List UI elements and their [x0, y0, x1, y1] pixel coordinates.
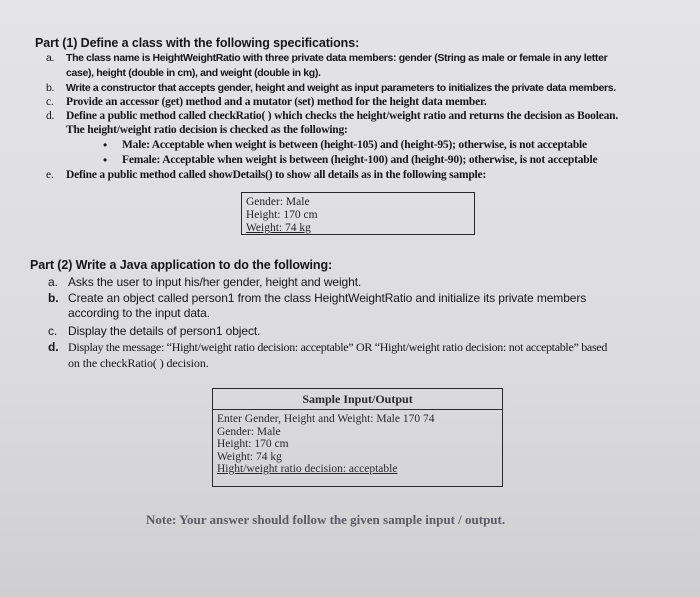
part1-marker-c: c.: [46, 96, 54, 108]
bullet-female: Female: Acceptable when weight is between (height-100) and (height-90); otherwise, is not acceptable: [122, 154, 598, 166]
part2-item-a: Asks the user to input his/her gender, height and weight.: [68, 275, 362, 289]
io-line-prompt: Enter Gender, Height and Weight: Male 170 74: [217, 413, 435, 425]
part2-item-c: Display the details of person1 object.: [68, 324, 261, 338]
part1-item-b: Write a constructor that accepts gender, height and weight as input parameters to initializes the private data members.: [66, 82, 616, 94]
part1-marker-d: d.: [46, 110, 55, 122]
part1-heading: Part (1) Define a class with the following specifications:: [35, 36, 360, 50]
bullet-dot: •: [103, 153, 108, 167]
sample-height: Height: 170 cm: [246, 209, 318, 221]
io-line-gender: Gender: Male: [217, 425, 281, 438]
part1-item-c: Provide an accessor (get) method and a mutator (set) method for the height data member.: [66, 96, 487, 108]
bullet-male: Male: Acceptable when weight is between (height-105) and (height-95); otherwise, is not acceptable: [122, 139, 587, 151]
part1-marker-b: b.: [46, 82, 55, 94]
part2-item-d-line1: Display the message: “Hight/weight ratio decision: acceptable” OR “Hight/weight ratio decision: not acceptable” based: [68, 340, 608, 354]
sample-details-box: [241, 192, 475, 235]
part2-item-d-line2: on the checkRatio( ) decision.: [68, 356, 209, 370]
part2-marker-c: c.: [48, 324, 58, 338]
io-line-height: Height: 170 cm: [217, 438, 289, 450]
io-line-decision: Hight/weight ratio decision: acceptable: [217, 463, 398, 475]
part1-item-a-line1: The class name is HeightWeightRatio with three private data members: gender (String as male or female in any letter: [66, 52, 608, 64]
sample-io-title: Sample Input/Output: [213, 389, 502, 410]
bullet-dot: •: [103, 138, 108, 152]
part1-item-d-line2: The height/weight ratio decision is checked as the following:: [66, 124, 348, 136]
io-line-weight: Weight: 74 kg: [217, 450, 282, 463]
part1-marker-e: e.: [46, 169, 54, 181]
sample-gender: Gender: Male: [246, 196, 310, 208]
part2-item-b-line1: Create an object called person1 from the class HeightWeightRatio and initialize its private members: [68, 291, 587, 305]
part1-item-e: Define a public method called showDetails() to show all details as in the following sample:: [66, 169, 487, 181]
part2-heading: Part (2) Write a Java application to do the following:: [30, 258, 333, 272]
part1-marker-a: a.: [46, 52, 55, 64]
part1-item-d-line1: Define a public method called checkRatio( ) which checks the height/weight ratio and returns the decision as Boolean.: [66, 110, 619, 122]
note-text: Note: Your answer should follow the given sample input / output.: [146, 512, 506, 527]
sample-weight: Weight: 74 kg: [246, 222, 311, 234]
part2-item-b-line2: according to the input data.: [68, 306, 210, 320]
part2-marker-b: b.: [48, 291, 59, 305]
sample-io-box: [212, 388, 503, 487]
part2-marker-d: d.: [48, 340, 59, 354]
part1-item-a-line2: case), height (double in cm), and weight (double in kg).: [66, 67, 321, 79]
part2-marker-a: a.: [48, 275, 58, 289]
